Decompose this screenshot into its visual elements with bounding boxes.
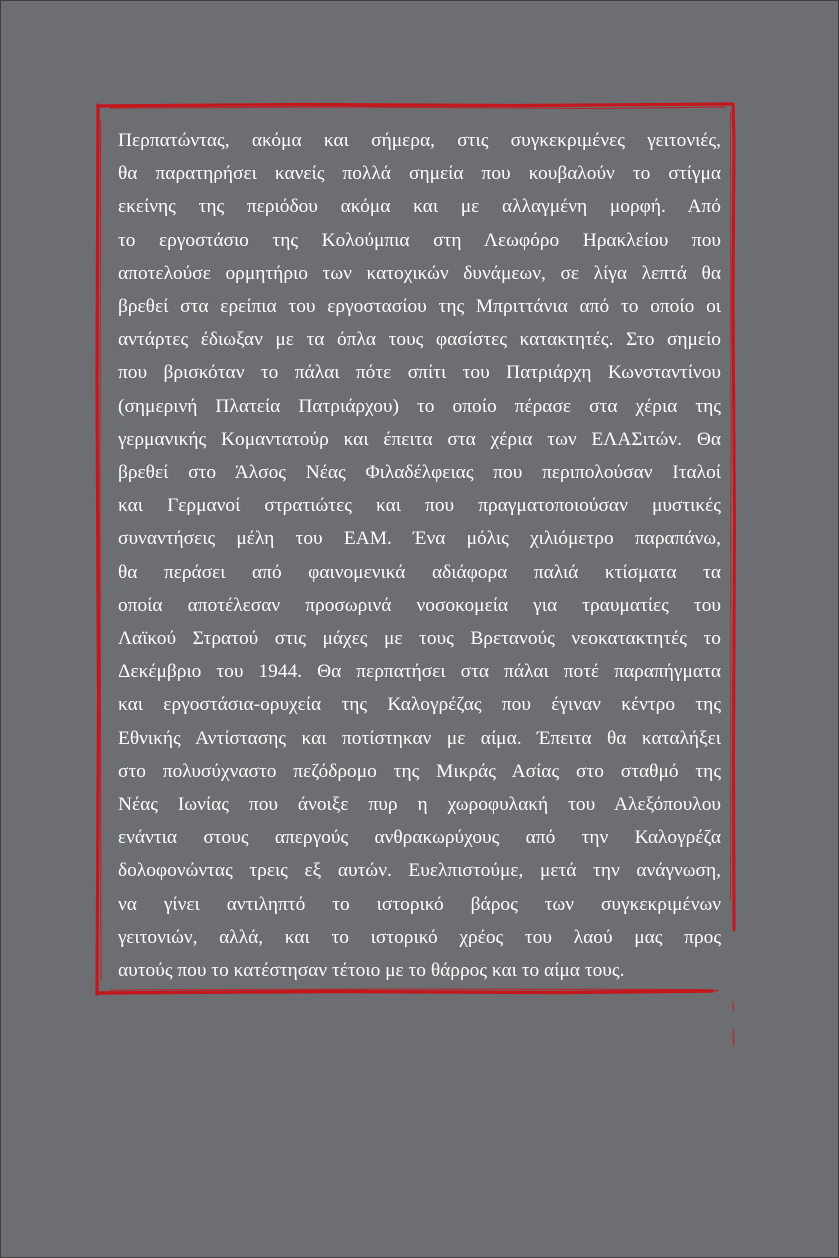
paragraph-line: το εργοστάσιο της Κολούμπια στη Λεωφόρο Ηρακλείου που [118, 229, 721, 251]
paragraph-line: γερμανικής Κομαντατούρ και έπειτα στα χέρια των ΕΛΑΣιτών. Θα [118, 428, 721, 450]
paragraph-line: να γίνει αντιληπτό το ιστορικό βάρος των συγκεκριμένων [118, 893, 721, 915]
paragraph-line: και εργοστάσια-ορυχεία της Καλογρέζας που έγιναν κέντρο της [118, 694, 721, 716]
paragraph-line: οποία αποτέλεσαν προσωρινά νοσοκομεία για τραυματίες του [118, 594, 721, 616]
paragraph-line: συναντήσεις μέλη του ΕΑΜ. Ένα μόλις χιλιόμετρο παραπάνω, [118, 528, 721, 550]
paragraph-line: στο πολυσύχναστο πεζόδρομο της Μικράς Ασίας στο σταθμό της [118, 760, 721, 782]
paragraph-line: ενάντια στους απεργούς ανθρακωρύχους από την Καλογρέζα [118, 827, 721, 849]
paragraph-line: Περπατώντας, ακόμα και σήμερα, στις συγκεκριμένες γειτονιές, [118, 130, 721, 151]
paragraph-line: βρεθεί στα ερείπια του εργοστασίου της Μπριττάνια από το οποίο οι [118, 296, 721, 318]
paragraph-line: βρεθεί στο Άλσος Νέας Φιλαδέλφειας που περιπολούσαν Ιταλοί [118, 462, 721, 484]
paragraph-line: (σημερινή Πλατεία Πατριάρχου) το οποίο πέρασε στα χέρια της [118, 395, 721, 417]
paragraph-line: αντάρτες έδιωξαν με τα όπλα τους φασίστες κατακτητές. Στο σημείο [118, 329, 721, 351]
paragraph-line: θα περάσει από φαινομενικά αδιάφορα παλιά κτίσματα τα [118, 561, 721, 583]
paragraph-line: γειτονιών, αλλά, και το ιστορικό χρέος του λαού μας προς [118, 926, 721, 948]
paragraph-line: και Γερμανοί στρατιώτες και που πραγματοποιούσαν μυστικές [118, 495, 721, 517]
paragraph-line: αυτούς που το κατέστησαν τέτοιο με το θάρρος και το αίμα τους. [118, 960, 625, 982]
paragraph-line: Νέας Ιωνίας που άνοιξε πυρ η χωροφυλακή του Αλεξόπουλου [118, 794, 721, 816]
paragraph-line: Εθνικής Αντίστασης και ποτίστηκαν με αίμα. Έπειτα θα καταλήξει [118, 727, 721, 749]
paragraph-line: Δεκέμβριο του 1944. Θα περπατήσει στα πάλαι ποτέ παραπήγματα [118, 661, 721, 683]
back-cover-text [118, 124, 721, 987]
paragraph-line: που βρισκόταν το πάλαι πότε σπίτι του Πατριάρχη Κωνσταντίνου [118, 362, 721, 384]
paragraph-line: αποτελούσε ορμητήριο των κατοχικών δυνάμεων, σε λίγα λεπτά θα [118, 262, 721, 284]
paragraph-line: θα παρατηρήσει κανείς πολλά σημεία που κουβαλούν το στίγμα [118, 163, 721, 185]
paragraph-line: δολοφονώντας τρεις εξ αυτών. Ευελπιστούμε, μετά την ανάγνωση, [118, 860, 721, 882]
paragraph-line: Λαϊκού Στρατού στις μάχες με τους Βρετανούς νεοκατακτητές το [118, 628, 721, 650]
paragraph-line: εκείνης της περιόδου ακόμα και με αλλαγμένη μορφή. Από [118, 196, 721, 218]
